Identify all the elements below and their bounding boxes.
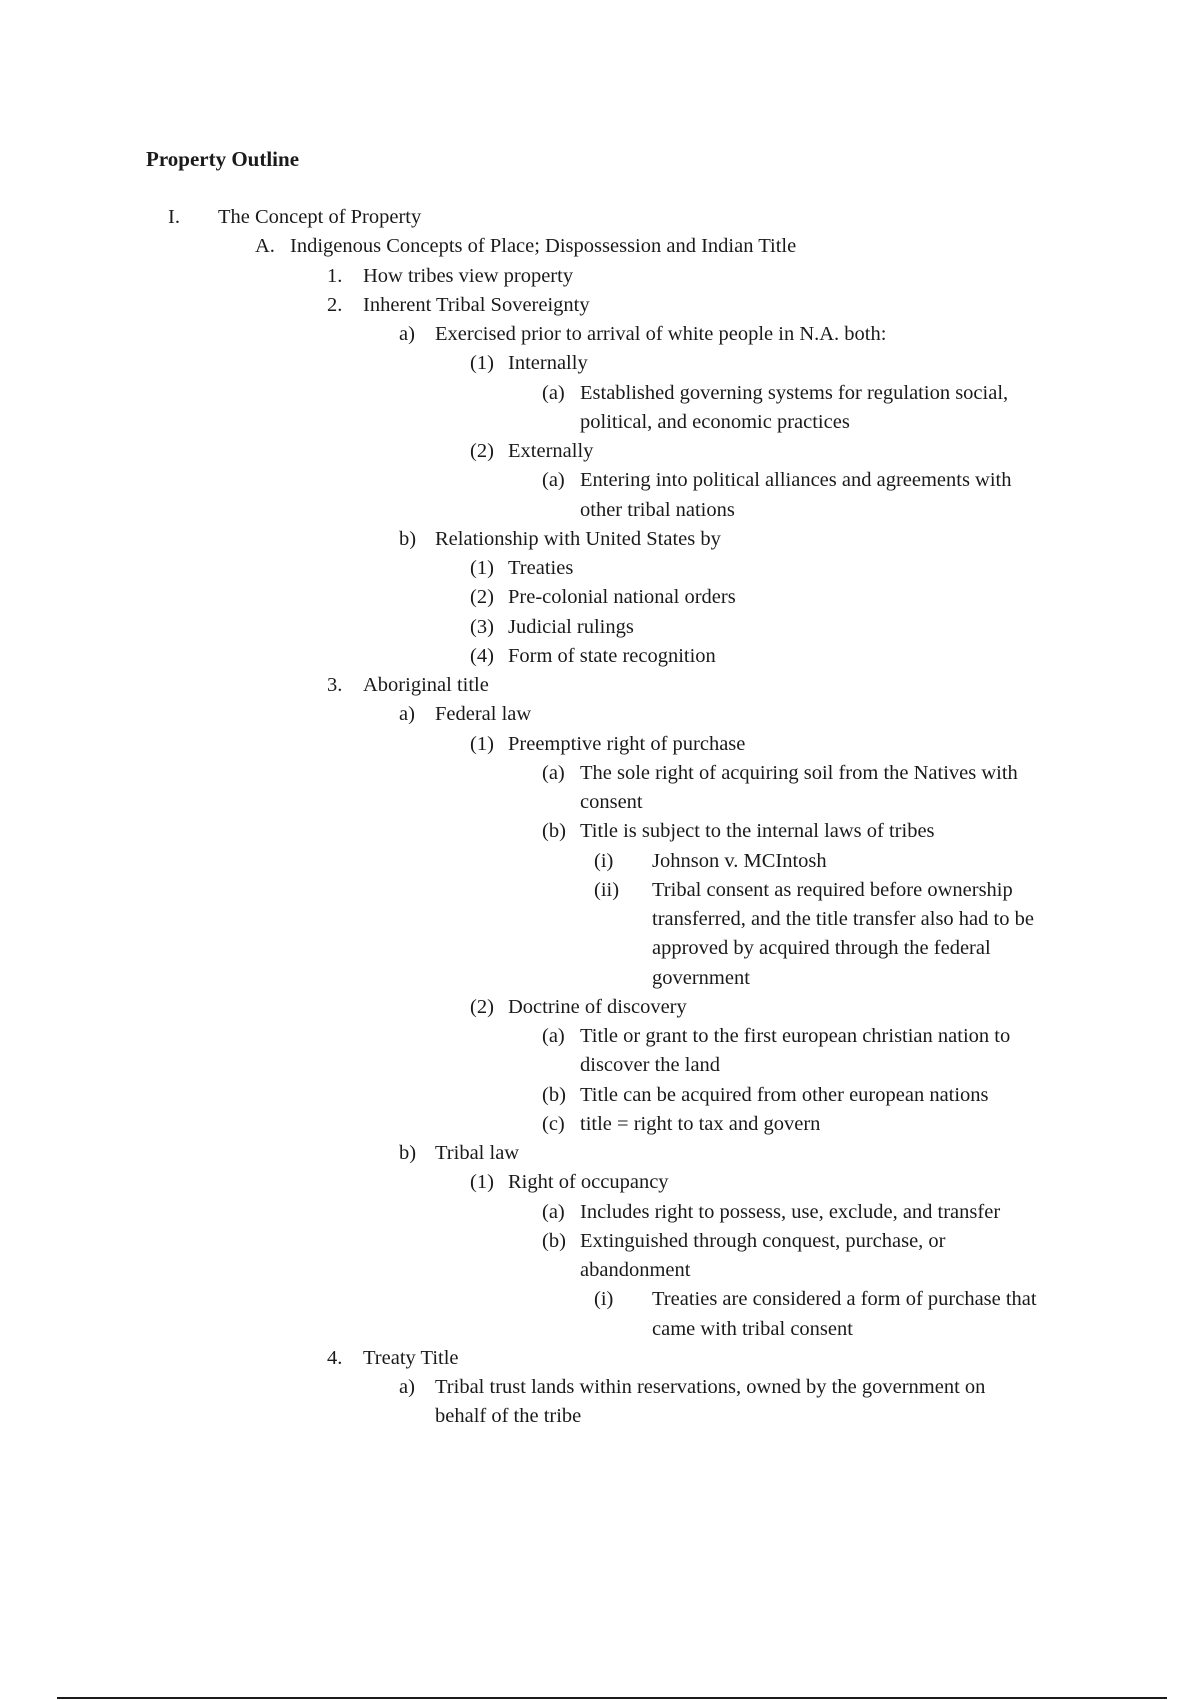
outline-item	[0, 583, 1200, 612]
outline-item-marker: (1)	[470, 1171, 494, 1194]
outline-item	[0, 1315, 1200, 1344]
outline-item	[0, 817, 1200, 846]
outline-item	[0, 847, 1200, 876]
outline-item-text: Pre-colonial national orders	[508, 586, 736, 609]
outline-item-text: government	[652, 966, 750, 989]
outline-item-text: Aboriginal title	[363, 674, 489, 696]
outline-item-marker: I.	[168, 206, 180, 228]
outline-item-marker: (2)	[470, 586, 494, 609]
outline-item-text: Right of occupancy	[508, 1171, 669, 1194]
outline-item-text: Inherent Tribal Sovereignty	[363, 293, 590, 316]
outline-item-text: Preemptive right of purchase	[508, 732, 746, 755]
outline-item	[0, 964, 1200, 993]
outline-item-marker: (i)	[594, 849, 614, 872]
outline-item	[0, 613, 1200, 642]
outline-item-marker: (a)	[542, 1025, 565, 1047]
outline-item-marker: 2.	[327, 293, 343, 316]
outline-item	[0, 203, 1200, 232]
outline-item-text: How tribes view property	[363, 264, 574, 287]
outline-item-marker: A.	[255, 235, 275, 258]
outline-item	[0, 408, 1200, 437]
outline-item-text: The Concept of Property	[218, 206, 422, 228]
outline-list	[0, 203, 1200, 1432]
outline-item	[0, 700, 1200, 729]
outline-item-marker: (1)	[470, 352, 494, 375]
outline-item-text: Johnson v. MCIntosh	[652, 849, 827, 872]
outline-item	[0, 466, 1200, 495]
outline-item-text: Title is subject to the internal laws of tribes	[580, 820, 935, 843]
outline-item	[0, 1139, 1200, 1168]
outline-item-text: Treaties are considered a form of purchase that	[652, 1288, 1037, 1311]
outline-item-marker: (a)	[542, 1200, 565, 1223]
outline-item-text: Title or grant to the first european christian nation to	[580, 1025, 1011, 1047]
outline-item-marker: (i)	[594, 1288, 614, 1311]
outline-item-marker: (1)	[470, 557, 494, 579]
outline-item-text: title = right to tax and govern	[580, 1112, 821, 1135]
outline-item	[0, 788, 1200, 817]
outline-item	[0, 1022, 1200, 1051]
outline-item	[0, 379, 1200, 408]
outline-item	[0, 1051, 1200, 1080]
outline-item-marker: 4.	[327, 1346, 343, 1369]
outline-item-text: Tribal trust lands within reservations, owned by the government on	[435, 1376, 986, 1398]
outline-item	[0, 525, 1200, 554]
outline-item	[0, 642, 1200, 671]
outline-item	[0, 1198, 1200, 1227]
outline-item-text: Indigenous Concepts of Place; Dispossession and Indian Title	[290, 235, 797, 258]
outline-item-text: Judicial rulings	[508, 615, 634, 638]
outline-item	[0, 437, 1200, 466]
outline-item-marker: (c)	[542, 1112, 565, 1135]
outline-item-text: Title can be acquired from other european nations	[580, 1083, 989, 1106]
outline-item	[0, 232, 1200, 261]
outline-item-marker: b)	[399, 527, 417, 550]
outline-item-text: Relationship with United States by	[435, 527, 721, 550]
outline-item-text: Tribal consent as required before ownership	[652, 878, 1013, 901]
outline-item-text: Treaties	[508, 557, 574, 579]
outline-item-marker: (b)	[542, 820, 566, 843]
outline-item	[0, 1344, 1200, 1373]
outline-item-marker: (ii)	[594, 878, 620, 901]
outline-item-marker: b)	[399, 1142, 417, 1164]
outline-item-text: Exercised prior to arrival of white people in N.A. both:	[435, 323, 887, 345]
outline-item-marker: a)	[399, 323, 415, 345]
bottom-divider	[57, 1697, 1167, 1699]
outline-item	[0, 349, 1200, 378]
outline-item-marker: (2)	[470, 440, 494, 462]
outline-item	[0, 993, 1200, 1022]
outline-item-text: discover the land	[580, 1054, 721, 1077]
outline-item-text: The sole right of acquiring soil from the Natives with	[580, 761, 1018, 784]
outline-item-text: Extinguished through conquest, purchase, or	[580, 1229, 946, 1252]
outline-item	[0, 671, 1200, 700]
outline-item	[0, 1110, 1200, 1139]
outline-item-text: Treaty Title	[363, 1346, 459, 1369]
outline-item-text: behalf of the tribe	[435, 1405, 582, 1428]
outline-item-marker: a)	[399, 1376, 415, 1398]
outline-item-text: Internally	[508, 352, 588, 375]
outline-item	[0, 905, 1200, 934]
outline-item-text: Established governing systems for regulation social,	[580, 381, 1009, 404]
outline-item-text: other tribal nations	[580, 498, 735, 521]
outline-item-text: Externally	[508, 440, 594, 462]
outline-item-marker: a)	[399, 703, 415, 726]
outline-item-text: political, and economic practices	[580, 410, 850, 433]
outline-item-marker: (a)	[542, 761, 565, 784]
outline-item-marker: (b)	[542, 1229, 566, 1252]
outline-item-text: Doctrine of discovery	[508, 995, 687, 1018]
outline-item-text: came with tribal consent	[652, 1317, 853, 1340]
outline-item	[0, 876, 1200, 905]
outline-item-marker: (a)	[542, 381, 565, 404]
outline-item-text: abandonment	[580, 1259, 691, 1281]
outline-item	[0, 1373, 1200, 1402]
outline-item	[0, 1402, 1200, 1431]
outline-item	[0, 554, 1200, 583]
outline-item-text: Form of state recognition	[508, 644, 716, 667]
outline-item-text: transferred, and the title transfer also had to be	[652, 908, 1034, 930]
outline-item-marker: 3.	[327, 674, 343, 696]
outline-item	[0, 262, 1200, 291]
outline-item-marker: (a)	[542, 469, 565, 492]
outline-item-text: Includes right to possess, use, exclude, and transfer	[580, 1200, 1001, 1223]
outline-item	[0, 291, 1200, 320]
outline-item-text: approved by acquired through the federal	[652, 937, 991, 960]
outline-item	[0, 1256, 1200, 1285]
outline-item	[0, 934, 1200, 963]
outline-item	[0, 1168, 1200, 1197]
outline-item	[0, 320, 1200, 349]
outline-item-text: Federal law	[435, 703, 532, 726]
outline-item	[0, 1227, 1200, 1256]
outline-item-text: Entering into political alliances and agreements with	[580, 469, 1012, 492]
outline-item-marker: (b)	[542, 1083, 566, 1106]
outline-item	[0, 1285, 1200, 1314]
outline-item	[0, 759, 1200, 788]
outline-item	[0, 730, 1200, 759]
page-title: Property Outline	[146, 147, 300, 171]
outline-item-text: consent	[580, 791, 643, 813]
outline-item-marker: (1)	[470, 732, 494, 755]
outline-item-marker: (4)	[470, 644, 494, 667]
outline-item	[0, 1081, 1200, 1110]
outline-item-marker: (2)	[470, 995, 494, 1018]
outline-item	[0, 496, 1200, 525]
outline-item-marker: 1.	[327, 264, 343, 287]
outline-item-marker: (3)	[470, 615, 494, 638]
outline-item-text: Tribal law	[435, 1142, 520, 1164]
